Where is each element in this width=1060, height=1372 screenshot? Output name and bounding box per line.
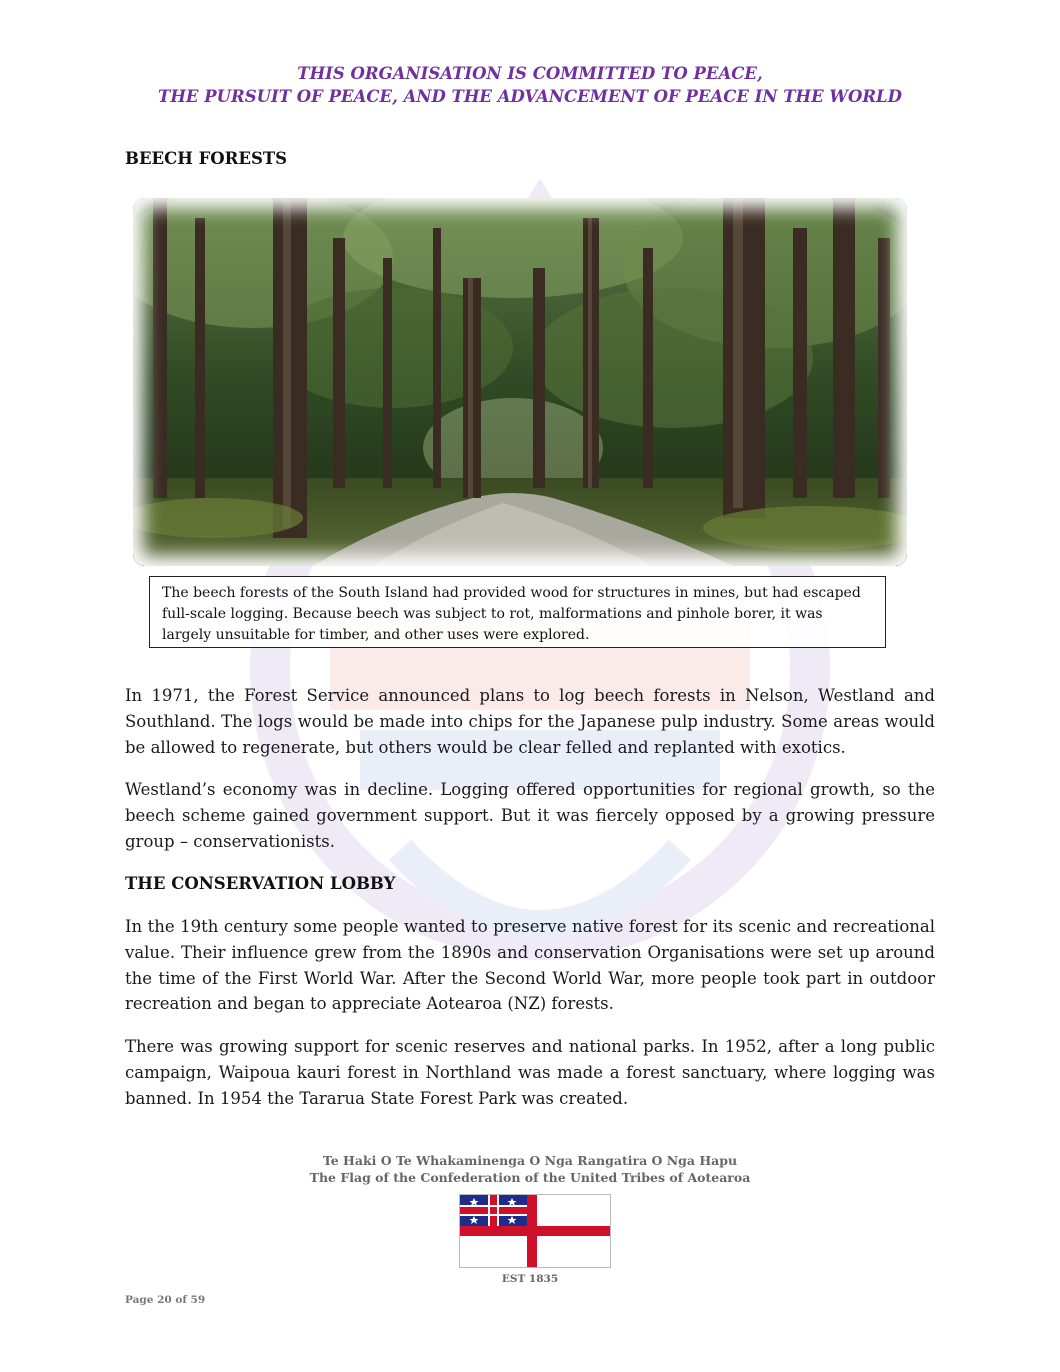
established-label: EST 1835 — [501, 1273, 559, 1285]
heading-conservation-lobby: THE CONSERVATION LOBBY — [125, 874, 396, 893]
paragraph-westland-economy: Westland’s economy was in decline. Logging offered opportunities for regional growth, so the beech scheme gained government support. But it was fiercely opposed by a growing pressure group – conservationists. — [125, 780, 935, 851]
paragraph-1971-logging: In 1971, the Forest Service announced plans to log beech forests in Nelson, Westland and Southland. The logs would be made into chips for the Japanese pulp industry. Some areas would be allowed to regenerate, but others would be clear felled and replanted with exotics. — [125, 686, 935, 757]
footer-maori-title: Te Haki O Te Whakaminenga O Nga Rangatira O Nga Hapu — [322, 1153, 738, 1168]
banner-line-1: THIS ORGANISATION IS COMMITTED TO PEACE, — [297, 64, 763, 83]
paragraph-19th-century: In the 19th century some people wanted to preserve native forest for its scenic and recreational value. Their influence grew from the 1890s and conservation Organisations were set up around the time of the First World War. After the Second World War, more people took part in outdoor recreation and began to appreciate Aotearoa (NZ) forests. — [125, 917, 935, 1014]
footer-english-title: The Flag of the Confederation of the United Tribes of Aotearoa — [309, 1170, 751, 1185]
banner-line-2: THE PURSUIT OF PEACE, AND THE ADVANCEMENT OF PEACE IN THE WORLD — [158, 87, 902, 106]
page-number: Page 20 of 59 — [125, 1294, 206, 1306]
forest-photo — [133, 198, 907, 566]
organisation-banner — [0, 62, 1060, 108]
photo-caption: The beech forests of the South Island had provided wood for structures in mines, but had escaped full-scale logging. Because beech was subject to rot, malformations and pinhole borer, it was largely unsuitable for timber, and other uses were explored. — [149, 576, 886, 648]
paragraph-scenic-reserves: There was growing support for scenic reserves and national parks. In 1952, after a long public campaign, Waipoua kauri forest in Northland was made a forest sanctuary, where logging was banned. In 1954 the Tararua State Forest Park was created. — [125, 1037, 935, 1108]
united-tribes-flag — [459, 1194, 611, 1268]
heading-beech-forests: BEECH FORESTS — [125, 149, 288, 168]
